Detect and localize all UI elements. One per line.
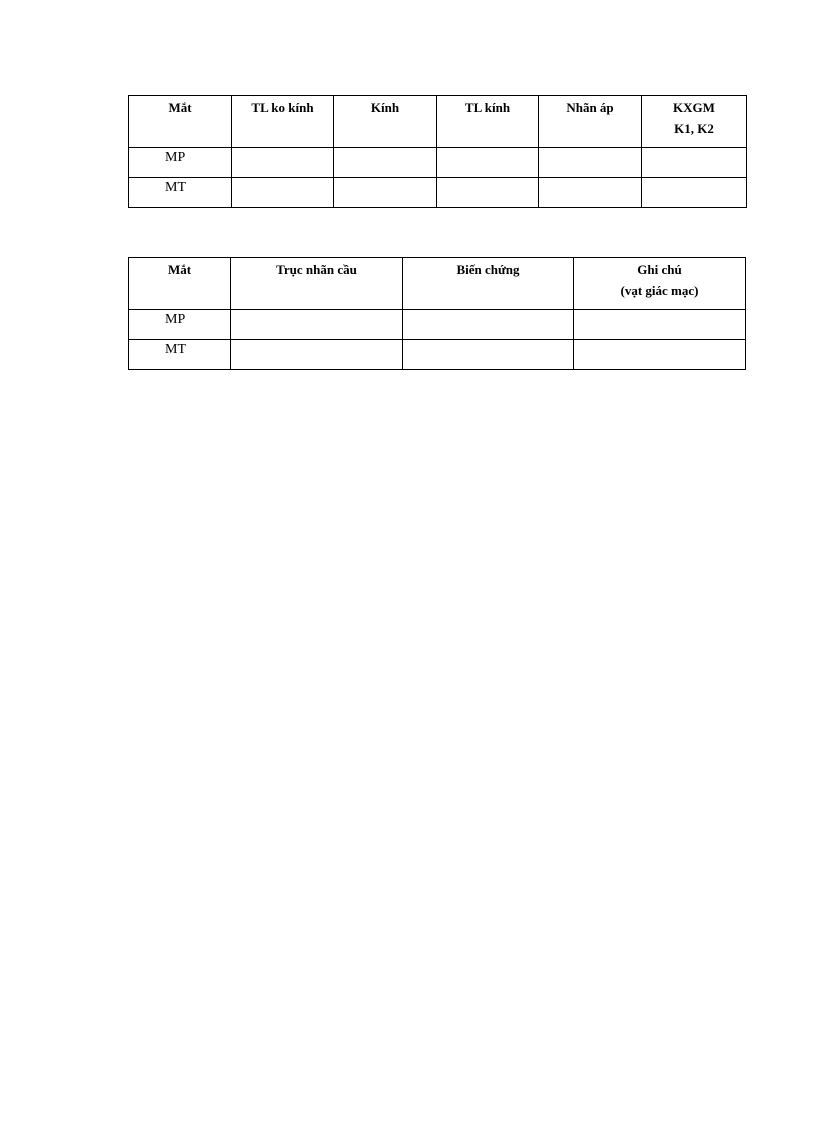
- data-cell[interactable]: [574, 310, 746, 340]
- table-row: [129, 178, 747, 208]
- data-cell[interactable]: [232, 178, 334, 208]
- data-cell[interactable]: [574, 340, 746, 370]
- header-cell-axial-length: Trục nhãn cầu: [231, 258, 403, 310]
- data-cell[interactable]: [437, 148, 539, 178]
- row-label-cell: MT: [129, 178, 232, 208]
- header-cell-complications: Biến chứng: [403, 258, 574, 310]
- data-cell[interactable]: [403, 340, 574, 370]
- row-label-cell: MT: [129, 340, 231, 370]
- data-cell[interactable]: [642, 178, 747, 208]
- table-row: [129, 310, 746, 340]
- table-row: [129, 340, 746, 370]
- header-cell-eye: Mắt: [129, 258, 231, 310]
- header-cell-glasses: Kính: [334, 96, 437, 148]
- table-header-row: [129, 96, 747, 148]
- data-cell[interactable]: [334, 148, 437, 178]
- table-header-row: [129, 258, 746, 310]
- data-cell[interactable]: [539, 148, 642, 178]
- header-cell-eye-pressure: Nhãn áp: [539, 96, 642, 148]
- eye-measurement-table: [128, 95, 747, 208]
- header-cell-eye: Mắt: [129, 96, 232, 148]
- data-cell[interactable]: [539, 178, 642, 208]
- row-label-cell: MP: [129, 310, 231, 340]
- data-cell[interactable]: [231, 340, 403, 370]
- header-cell-va-with-glasses: TL kính: [437, 96, 539, 148]
- data-cell[interactable]: [403, 310, 574, 340]
- data-cell[interactable]: [232, 148, 334, 178]
- table-row: [129, 148, 747, 178]
- data-cell[interactable]: [334, 178, 437, 208]
- header-cell-notes: Ghi chú (vạt giác mạc): [574, 258, 746, 310]
- header-cell-keratometry: KXGM K1, K2: [642, 96, 747, 148]
- header-cell-va-without-glasses: TL ko kính: [232, 96, 334, 148]
- row-label-cell: MP: [129, 148, 232, 178]
- data-cell[interactable]: [231, 310, 403, 340]
- eye-axis-table: [128, 257, 746, 370]
- data-cell[interactable]: [437, 178, 539, 208]
- data-cell[interactable]: [642, 148, 747, 178]
